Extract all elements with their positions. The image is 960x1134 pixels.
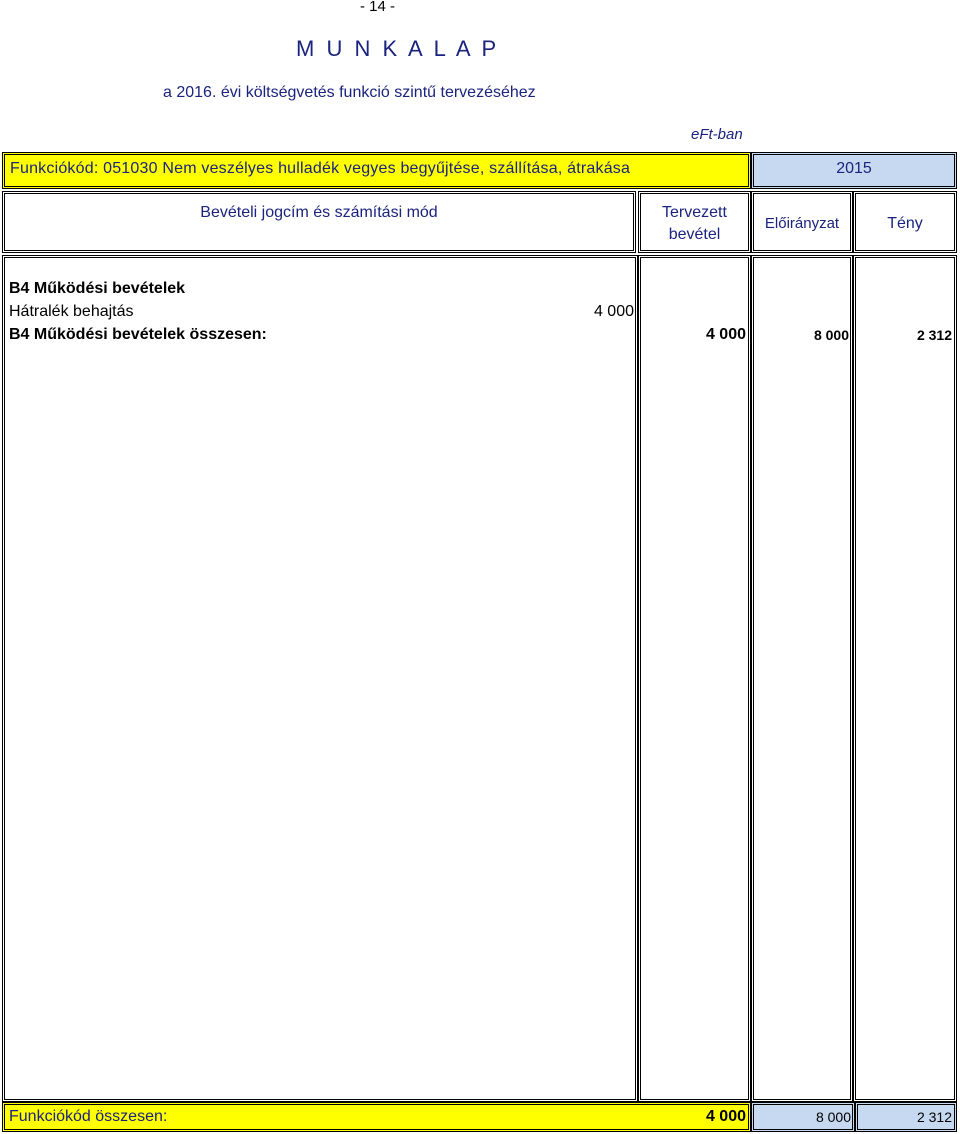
header-title-column-label: Bevételi jogcím és számítási mód xyxy=(200,204,438,221)
footer-total-actual: 2 312 xyxy=(916,1109,952,1125)
page-title: M U N K A L A P xyxy=(296,36,500,61)
group-total-actual: 2 312 xyxy=(916,327,952,343)
body-appropriation-column xyxy=(751,255,853,1102)
group-total-label: B4 Működési bevételek összesen: xyxy=(9,326,267,343)
year-label: 2015 xyxy=(836,160,872,177)
footer-total-label: Funkciókód összesen: xyxy=(9,1108,168,1125)
page-subtitle: a 2016. évi költségvetés funkció szintű tervezéséhez xyxy=(163,84,536,101)
header-appropriation-label: Előirányzat xyxy=(764,215,840,232)
group-title: B4 Működési bevételek xyxy=(9,280,186,297)
currency-unit-label: eFt-ban xyxy=(691,126,743,143)
item-value: 4 000 xyxy=(593,303,634,320)
body-actual-column xyxy=(853,255,957,1102)
page-number: - 14 - xyxy=(360,0,396,15)
footer-total-planned: 4 000 xyxy=(705,1108,746,1125)
item-label: Hátralék behajtás xyxy=(9,303,134,320)
header-planned-line1: Tervezett xyxy=(662,204,727,221)
footer-total-appropriation: 8 000 xyxy=(815,1109,851,1125)
header-actual-label: Tény xyxy=(887,215,923,232)
function-code-label: Funkciókód: 051030 Nem veszélyes hulladék vegyes begyűjtése, szállítása, átrakása xyxy=(10,160,631,177)
group-total-planned: 4 000 xyxy=(705,326,746,343)
body-planned-column xyxy=(638,255,751,1102)
header-planned-line2: bevétel xyxy=(668,226,721,243)
group-total-appropriation: 8 000 xyxy=(813,327,849,343)
body-title-column xyxy=(2,255,638,1102)
